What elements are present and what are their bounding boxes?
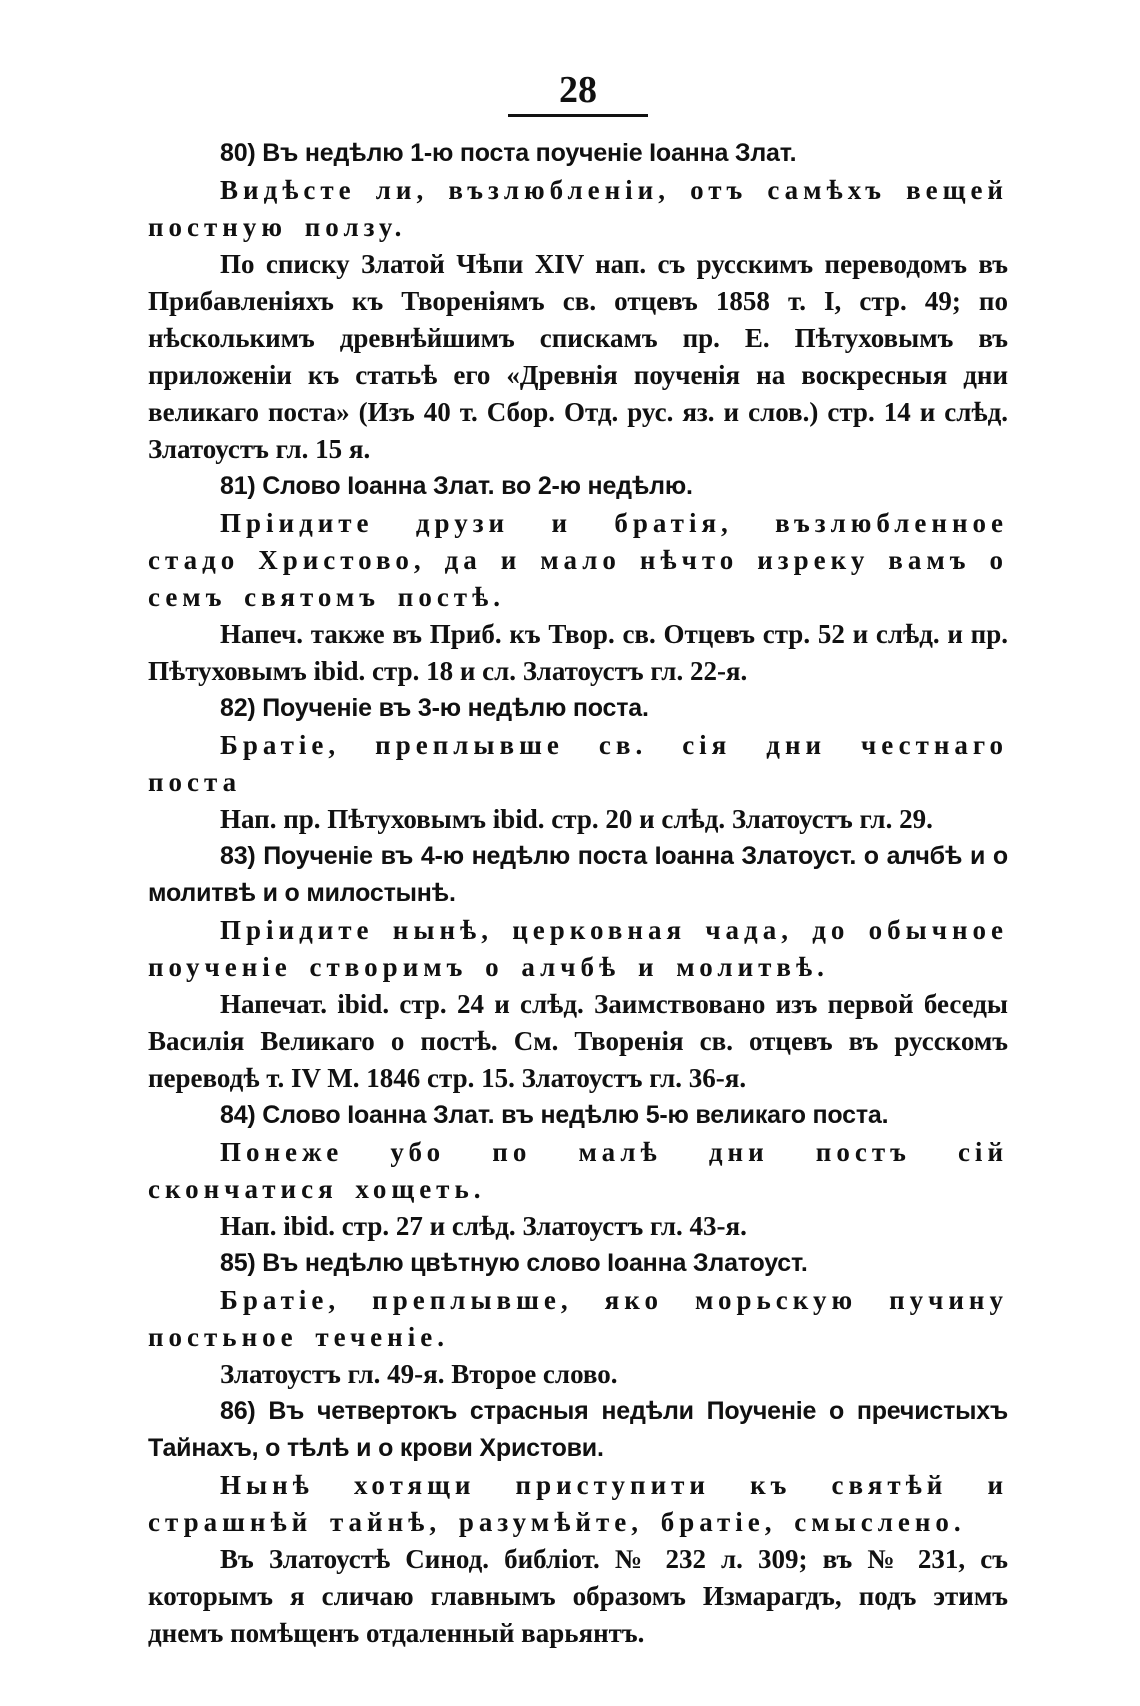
entry-incipit: Братіе, преплывше, яко морьскую пучину постьное теченіе. — [148, 1285, 1008, 1352]
entry-81 — [148, 468, 1008, 690]
entry-note: Нап. ibid. стр. 27 и слѣд. Златоустъ гл. 43-я. — [220, 1211, 747, 1241]
page — [148, 70, 1008, 1652]
entry-80 — [148, 135, 1008, 468]
entry-incipit: Пріидите нынѣ, церковная чада, до обычное поученіе створимъ о алчбѣ и молитвѣ. — [148, 915, 1008, 982]
entry-86 — [148, 1393, 1008, 1652]
entry-note: Напечат. ibid. стр. 24 и слѣд. Заимствовано изъ первой беседы Василія Великаго о постѣ. См. Творенія св. отцевъ въ русскомъ переводѣ т. IV М. 1846 стр. 15. Златоустъ гл. 36-я. — [148, 989, 1008, 1093]
entry-heading: 84) Слово Іоанна Злат. въ недѣлю 5-ю великаго поста. — [220, 1101, 889, 1129]
entry-heading: 81) Слово Іоанна Злат. во 2-ю недѣлю. — [220, 472, 693, 500]
entry-note: По списку Златой Чѣпи XIV нап. съ русскимъ переводомъ въ Прибавленіяхъ къ Твореніямъ св. отцевъ 1858 т. I, стр. 49; по нѣсколькимъ древнѣйшимъ спискамъ пр. Е. Пѣтуховымъ въ приложеніи къ статьѣ его «Древнія поученія на воскресныя дни великаго поста» (Изъ 40 т. Сбор. Отд. рус. яз. и слов.) стр. 14 и слѣд. Златоустъ гл. 15 я. — [148, 249, 1008, 464]
entry-82 — [148, 690, 1008, 838]
page-number: 28 — [559, 69, 597, 111]
entry-heading: 85) Въ недѣлю цвѣтную слово Іоанна Златоуст. — [220, 1249, 808, 1277]
page-number-rule — [508, 114, 648, 117]
entry-incipit: Нынѣ хотящи приступити къ святѣй и страшнѣй тайнѣ, разумѣйте, братіе, смыслено. — [148, 1470, 1008, 1537]
entry-heading: 82) Поученіе въ 3-ю недѣлю поста. — [220, 694, 649, 722]
entry-note: Златоустъ гл. 49-я. Второе слово. — [220, 1359, 618, 1389]
entry-note: Въ Златоустѣ Синод. библіот. № 232 л. 309; въ № 231, съ которымъ я сличаю главнымъ образомъ Измарагдъ, подъ этимъ днемъ помѣщенъ отдаленный варьянтъ. — [148, 1544, 1008, 1648]
entry-heading: 86) Въ четвертокъ страсныя недѣли Поученіе о пречистыхъ Тайнахъ, о тѣлѣ и о крови Христови. — [148, 1397, 1008, 1462]
entry-83 — [148, 838, 1008, 1097]
entry-heading: 83) Поученіе въ 4-ю недѣлю поста Іоанна Златоуст. о алчбѣ и о молитвѣ и о милостынѣ. — [148, 842, 1008, 907]
entry-84 — [148, 1097, 1008, 1245]
entry-heading: 80) Въ недѣлю 1-ю поста поученіе Іоанна Злат. — [220, 139, 797, 167]
entry-incipit: Видѣсте ли, възлюбленіи, отъ самѣхъ вещей постную ползу. — [148, 175, 1008, 242]
entry-incipit: Понеже убо по малѣ дни постъ сій скончатися хощеть. — [148, 1137, 1008, 1204]
entry-note: Нап. пр. Пѣтуховымъ ibid. стр. 20 и слѣд. Златоустъ гл. 29. — [220, 804, 933, 834]
entry-85 — [148, 1245, 1008, 1393]
entry-incipit: Пріидите друзи и братія, възлюбленное стадо Христово, да и мало нѣчто изреку вамъ о семъ святомъ постѣ. — [148, 508, 1008, 612]
entry-incipit: Братіе, преплывше св. сія дни честнаго поста — [148, 730, 1008, 797]
entry-note: Напеч. также въ Приб. къ Твор. св. Отцевъ стр. 52 и слѣд. и пр. Пѣтуховымъ ibid. стр. 18 и сл. Златоустъ гл. 22-я. — [148, 619, 1008, 686]
